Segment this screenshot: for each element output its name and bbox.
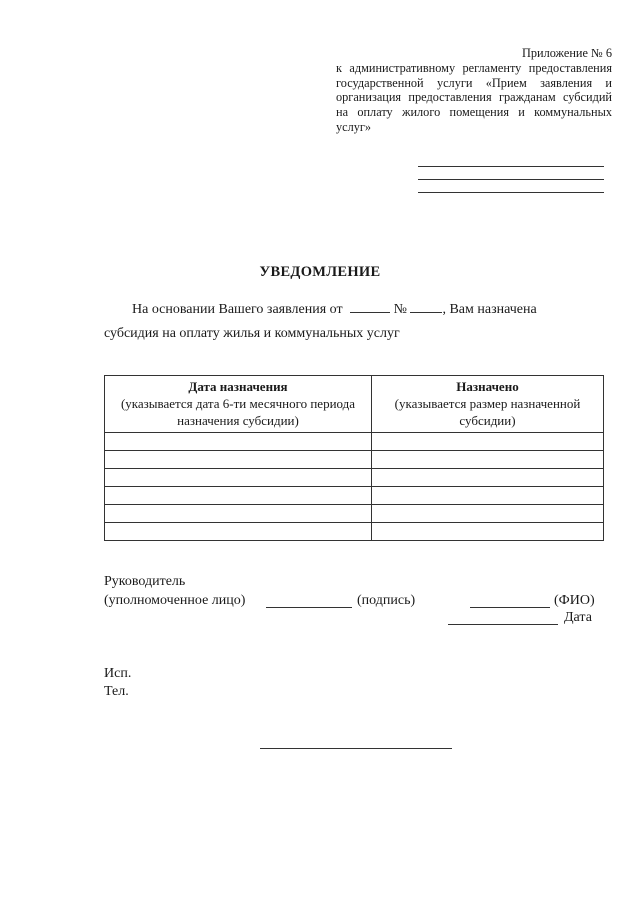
table-cell bbox=[105, 469, 372, 487]
recipient-line-2 bbox=[418, 179, 604, 180]
column-subtitle: (указывается размер назначенной субсидии) bbox=[394, 396, 581, 428]
table-cell bbox=[372, 469, 604, 487]
head-label: Руководитель bbox=[104, 574, 186, 589]
phone-label: Тел. bbox=[104, 684, 129, 699]
appendix-block bbox=[336, 46, 612, 135]
table-row bbox=[105, 451, 604, 469]
table-row bbox=[105, 523, 604, 541]
recipient-line-3 bbox=[418, 192, 604, 193]
table-header-row bbox=[105, 376, 604, 433]
subsidy-table bbox=[104, 375, 604, 541]
document-title: УВЕДОМЛЕНИЕ bbox=[259, 264, 381, 280]
table-row bbox=[105, 433, 604, 451]
column-header-amount bbox=[372, 376, 604, 433]
notice-text-1: На основании Вашего заявления от bbox=[132, 302, 343, 317]
notice-text-2: , Вам назначена bbox=[442, 302, 537, 317]
bottom-line bbox=[260, 748, 452, 749]
column-subtitle: (указывается дата 6-ти месячного периода назначения субсидии) bbox=[120, 396, 356, 428]
authorized-person-label: (уполномоченное лицо) bbox=[104, 593, 246, 608]
column-title: Назначено bbox=[456, 379, 519, 394]
table-cell bbox=[372, 451, 604, 469]
executor-label: Исп. bbox=[104, 666, 132, 681]
table-cell bbox=[105, 451, 372, 469]
appendix-text: к административному регламенту предоставления государственной услуги «Прием заявления и организация предоставления гражданам субсидий на оплату жилого помещения и коммунальных услуг» bbox=[336, 60, 612, 134]
table-row bbox=[105, 505, 604, 523]
column-header-date bbox=[105, 376, 372, 433]
table-row bbox=[105, 487, 604, 505]
application-number-field bbox=[410, 300, 442, 313]
date-label: Дата bbox=[564, 610, 592, 625]
table-cell bbox=[105, 523, 372, 541]
column-title: Дата назначения bbox=[188, 379, 288, 394]
application-date-field bbox=[350, 300, 390, 313]
table-cell bbox=[105, 433, 372, 451]
appendix-title: Приложение № 6 bbox=[521, 46, 612, 60]
notice-line-2: субсидия на оплату жилья и коммунальных услуг bbox=[104, 326, 400, 341]
table-cell bbox=[105, 487, 372, 505]
table-cell bbox=[105, 505, 372, 523]
fio-line bbox=[470, 594, 550, 608]
table-row bbox=[105, 469, 604, 487]
number-sign: № bbox=[393, 302, 407, 317]
table-cell bbox=[372, 487, 604, 505]
recipient-line-1 bbox=[418, 166, 604, 167]
table-cell bbox=[372, 433, 604, 451]
signature-line bbox=[266, 594, 352, 608]
fio-label: (ФИО) bbox=[554, 593, 595, 608]
table-cell bbox=[372, 523, 604, 541]
signature-label: (подпись) bbox=[357, 593, 416, 608]
notice-line-1 bbox=[132, 300, 537, 318]
date-line bbox=[448, 611, 558, 625]
table-cell bbox=[372, 505, 604, 523]
